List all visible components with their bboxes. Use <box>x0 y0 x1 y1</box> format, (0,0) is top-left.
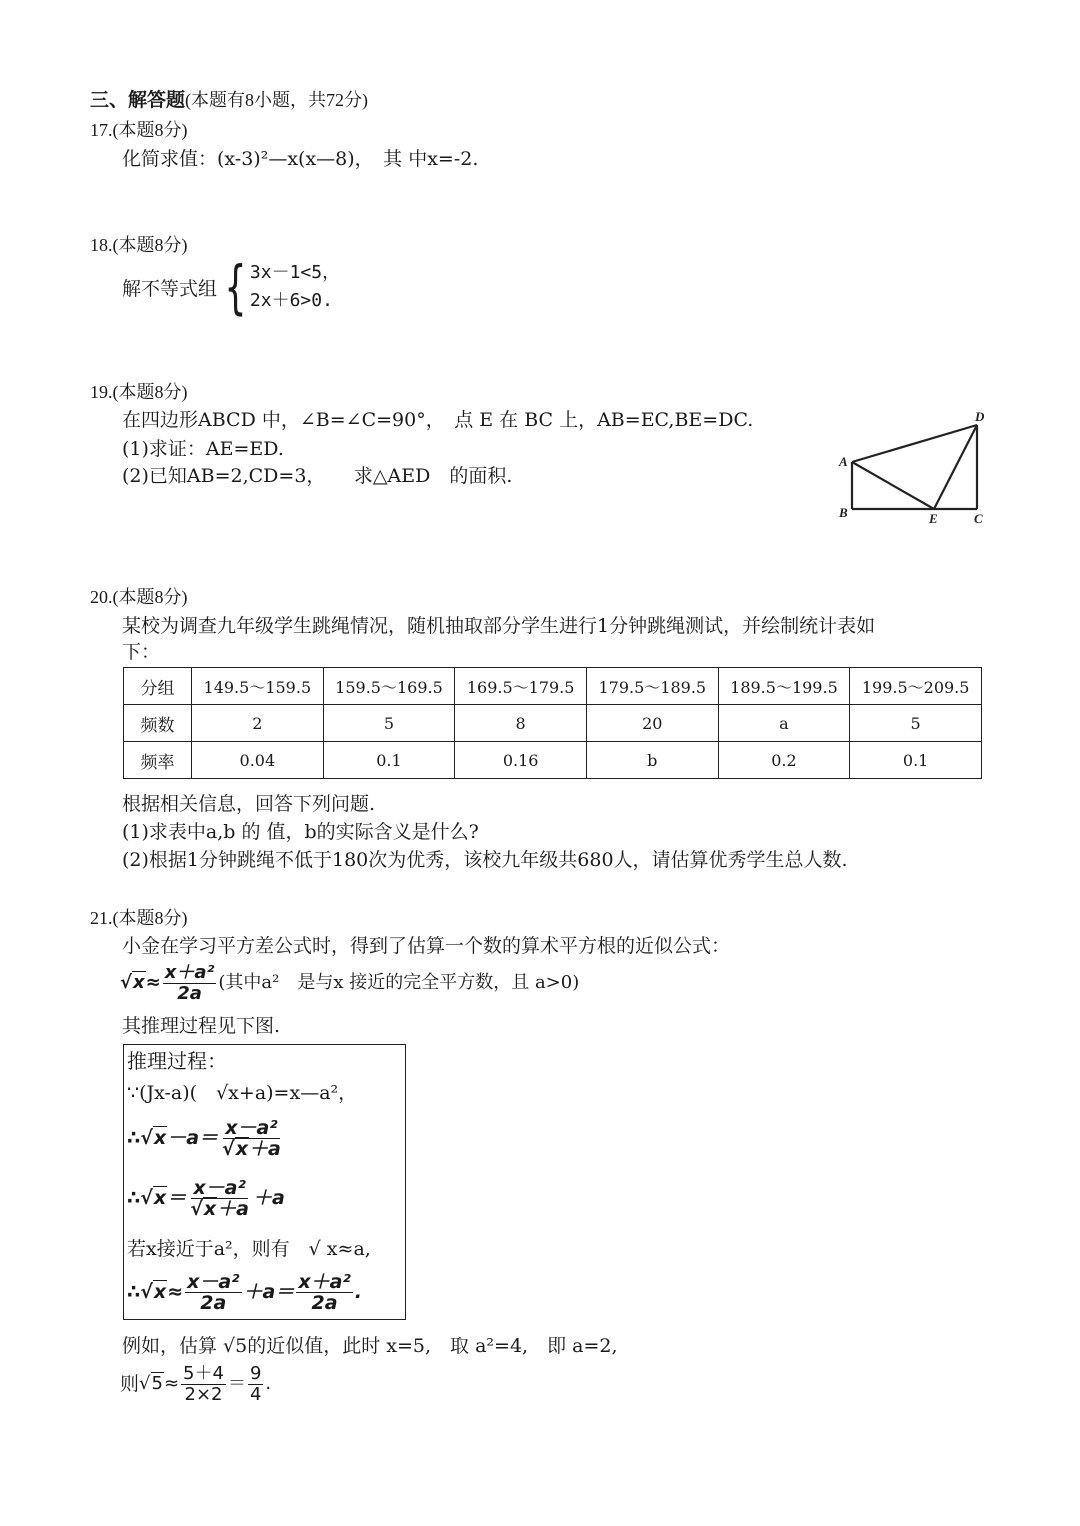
table-cell: 189.5～199.5 <box>718 668 850 705</box>
q18-header: 18.(本题8分) <box>90 235 188 255</box>
table-row-group <box>124 668 982 705</box>
table-cell: 0.1 <box>323 742 455 779</box>
q17-header: 17.(本题8分) <box>90 120 188 140</box>
table-row-label: 分组 <box>124 668 192 705</box>
reasoning-title: 推理过程： <box>127 1049 227 1073</box>
frequency-table <box>123 667 982 779</box>
q20-header: 20.(本题8分) <box>90 587 188 607</box>
label-D: D <box>975 409 985 424</box>
table-cell: 5 <box>323 705 455 742</box>
q21-example: 例如，估算 √5的近似值，此时 x=5, 取 a²=4, 即 a=2, <box>122 1335 618 1357</box>
conclusion-prefix: 则 <box>120 1373 140 1395</box>
q17-text: 化简求值：(x-3)²—x(x—8)， 其 中x=-2. <box>122 148 479 170</box>
table-cell: a <box>718 705 850 742</box>
sqrt5-estimate: √5 ≈ $\frac{5+4}{2\times 2}$ ＝ $\frac{9}{4}$ . <box>139 1362 272 1405</box>
table-row-label: 频率 <box>124 742 192 779</box>
table-cell: 0.1 <box>850 742 982 779</box>
table-row-label: 频数 <box>124 705 192 742</box>
q18-inequality-2: 2x＋6>0. <box>249 290 333 311</box>
label-A: A <box>839 454 848 469</box>
q20-intro-1: 某校为调查九年级学生跳绳情况，随机抽取部分学生进行1分钟跳绳测试，并绘制统计表如 <box>122 615 876 637</box>
q19-line2: (1)求证：AE=ED. <box>122 438 284 460</box>
table-cell: 179.5～189.5 <box>586 668 718 705</box>
section-heading <box>90 88 368 112</box>
section-title: 三、解答题 <box>90 89 186 111</box>
table-row-rate <box>124 742 982 779</box>
segment-ED <box>934 425 977 509</box>
q19-header: 19.(本题8分) <box>90 382 188 402</box>
q21-process-intro: 其推理过程见下图. <box>122 1015 281 1037</box>
table-cell: 0.16 <box>455 742 587 779</box>
reasoning-box <box>123 1044 406 1320</box>
q21-intro: 小金在学习平方差公式时，得到了估算一个数的算术平方根的近似公式： <box>122 935 731 957</box>
table-cell: 0.2 <box>718 742 850 779</box>
q18-inequality-system <box>122 253 341 321</box>
q19-line1: 在四边形ABCD 中，∠B=∠C=90°， 点 E 在 BC 上，AB=EC,BE=DC. <box>122 409 754 431</box>
label-C: C <box>974 511 983 526</box>
q18-inequality-1: 3x－1<5， <box>249 262 341 283</box>
reasoning-step-1: ∵(Jx-a)( √x+a)=x—a²， <box>127 1082 358 1104</box>
table-cell: 149.5～159.5 <box>192 668 324 705</box>
reasoning-step-3: ∴ √x ＝ $\frac{\text{x－a²}}{√x+a}$ ＋a <box>127 1176 285 1220</box>
q20-intro-2: 下： <box>122 641 161 663</box>
approx-formula: √x≈ $\frac{\text{x＋a²}}{2a}$ <box>120 961 215 1004</box>
q21-header: 21.(本题8分) <box>90 908 188 928</box>
reasoning-step-2: ∴ √x －a＝ $\frac{\text{x－a²}}{√x+a}$ <box>127 1116 281 1160</box>
segment-AE <box>852 462 934 509</box>
table-cell: 2 <box>192 705 324 742</box>
q20-after-1: 根据相关信息，回答下列问题. <box>122 793 376 815</box>
brace-symbol: { <box>224 253 247 321</box>
table-cell: 8 <box>455 705 587 742</box>
reasoning-step-5: ∴ √x ≈ $\frac{\text{x－a²}}{2a}$ ＋a＝ $\frac{\text{x＋a²}}{2a}$ . <box>127 1270 362 1314</box>
label-E: E <box>929 511 938 526</box>
q20-after-2: (1)求表中a,b 的 值，b的实际含义是什么? <box>122 821 479 843</box>
q21-formula-line <box>120 962 579 1004</box>
table-cell: 5 <box>850 705 982 742</box>
q21-conclusion <box>120 1360 271 1408</box>
table-cell: 199.5～209.5 <box>850 668 982 705</box>
table-cell: b <box>586 742 718 779</box>
table-cell: 169.5～179.5 <box>455 668 587 705</box>
section-subtitle: (本题有8小题，共72分) <box>185 90 369 110</box>
segment-AD <box>852 425 977 462</box>
table-row-frequency <box>124 705 982 742</box>
table-cell: 159.5～169.5 <box>323 668 455 705</box>
table-cell: 0.04 <box>192 742 324 779</box>
label-B: B <box>839 505 848 520</box>
reasoning-step-4: 若x接近于a²，则有 √ x≈a, <box>127 1238 371 1260</box>
q19-line3: (2)已知AB=2,CD=3， 求△AED 的面积. <box>122 465 513 487</box>
quadrilateral-figure <box>835 405 995 530</box>
q18-prefix: 解不等式组 <box>122 277 218 300</box>
q20-after-3: (2)根据1分钟跳绳不低于180次为优秀，该校九年级共680人，请估算优秀学生总人数. <box>122 849 848 871</box>
table-cell: 20 <box>586 705 718 742</box>
q21-formula-note: (其中a² 是与x 接近的完全平方数，且 a>0) <box>218 972 580 993</box>
